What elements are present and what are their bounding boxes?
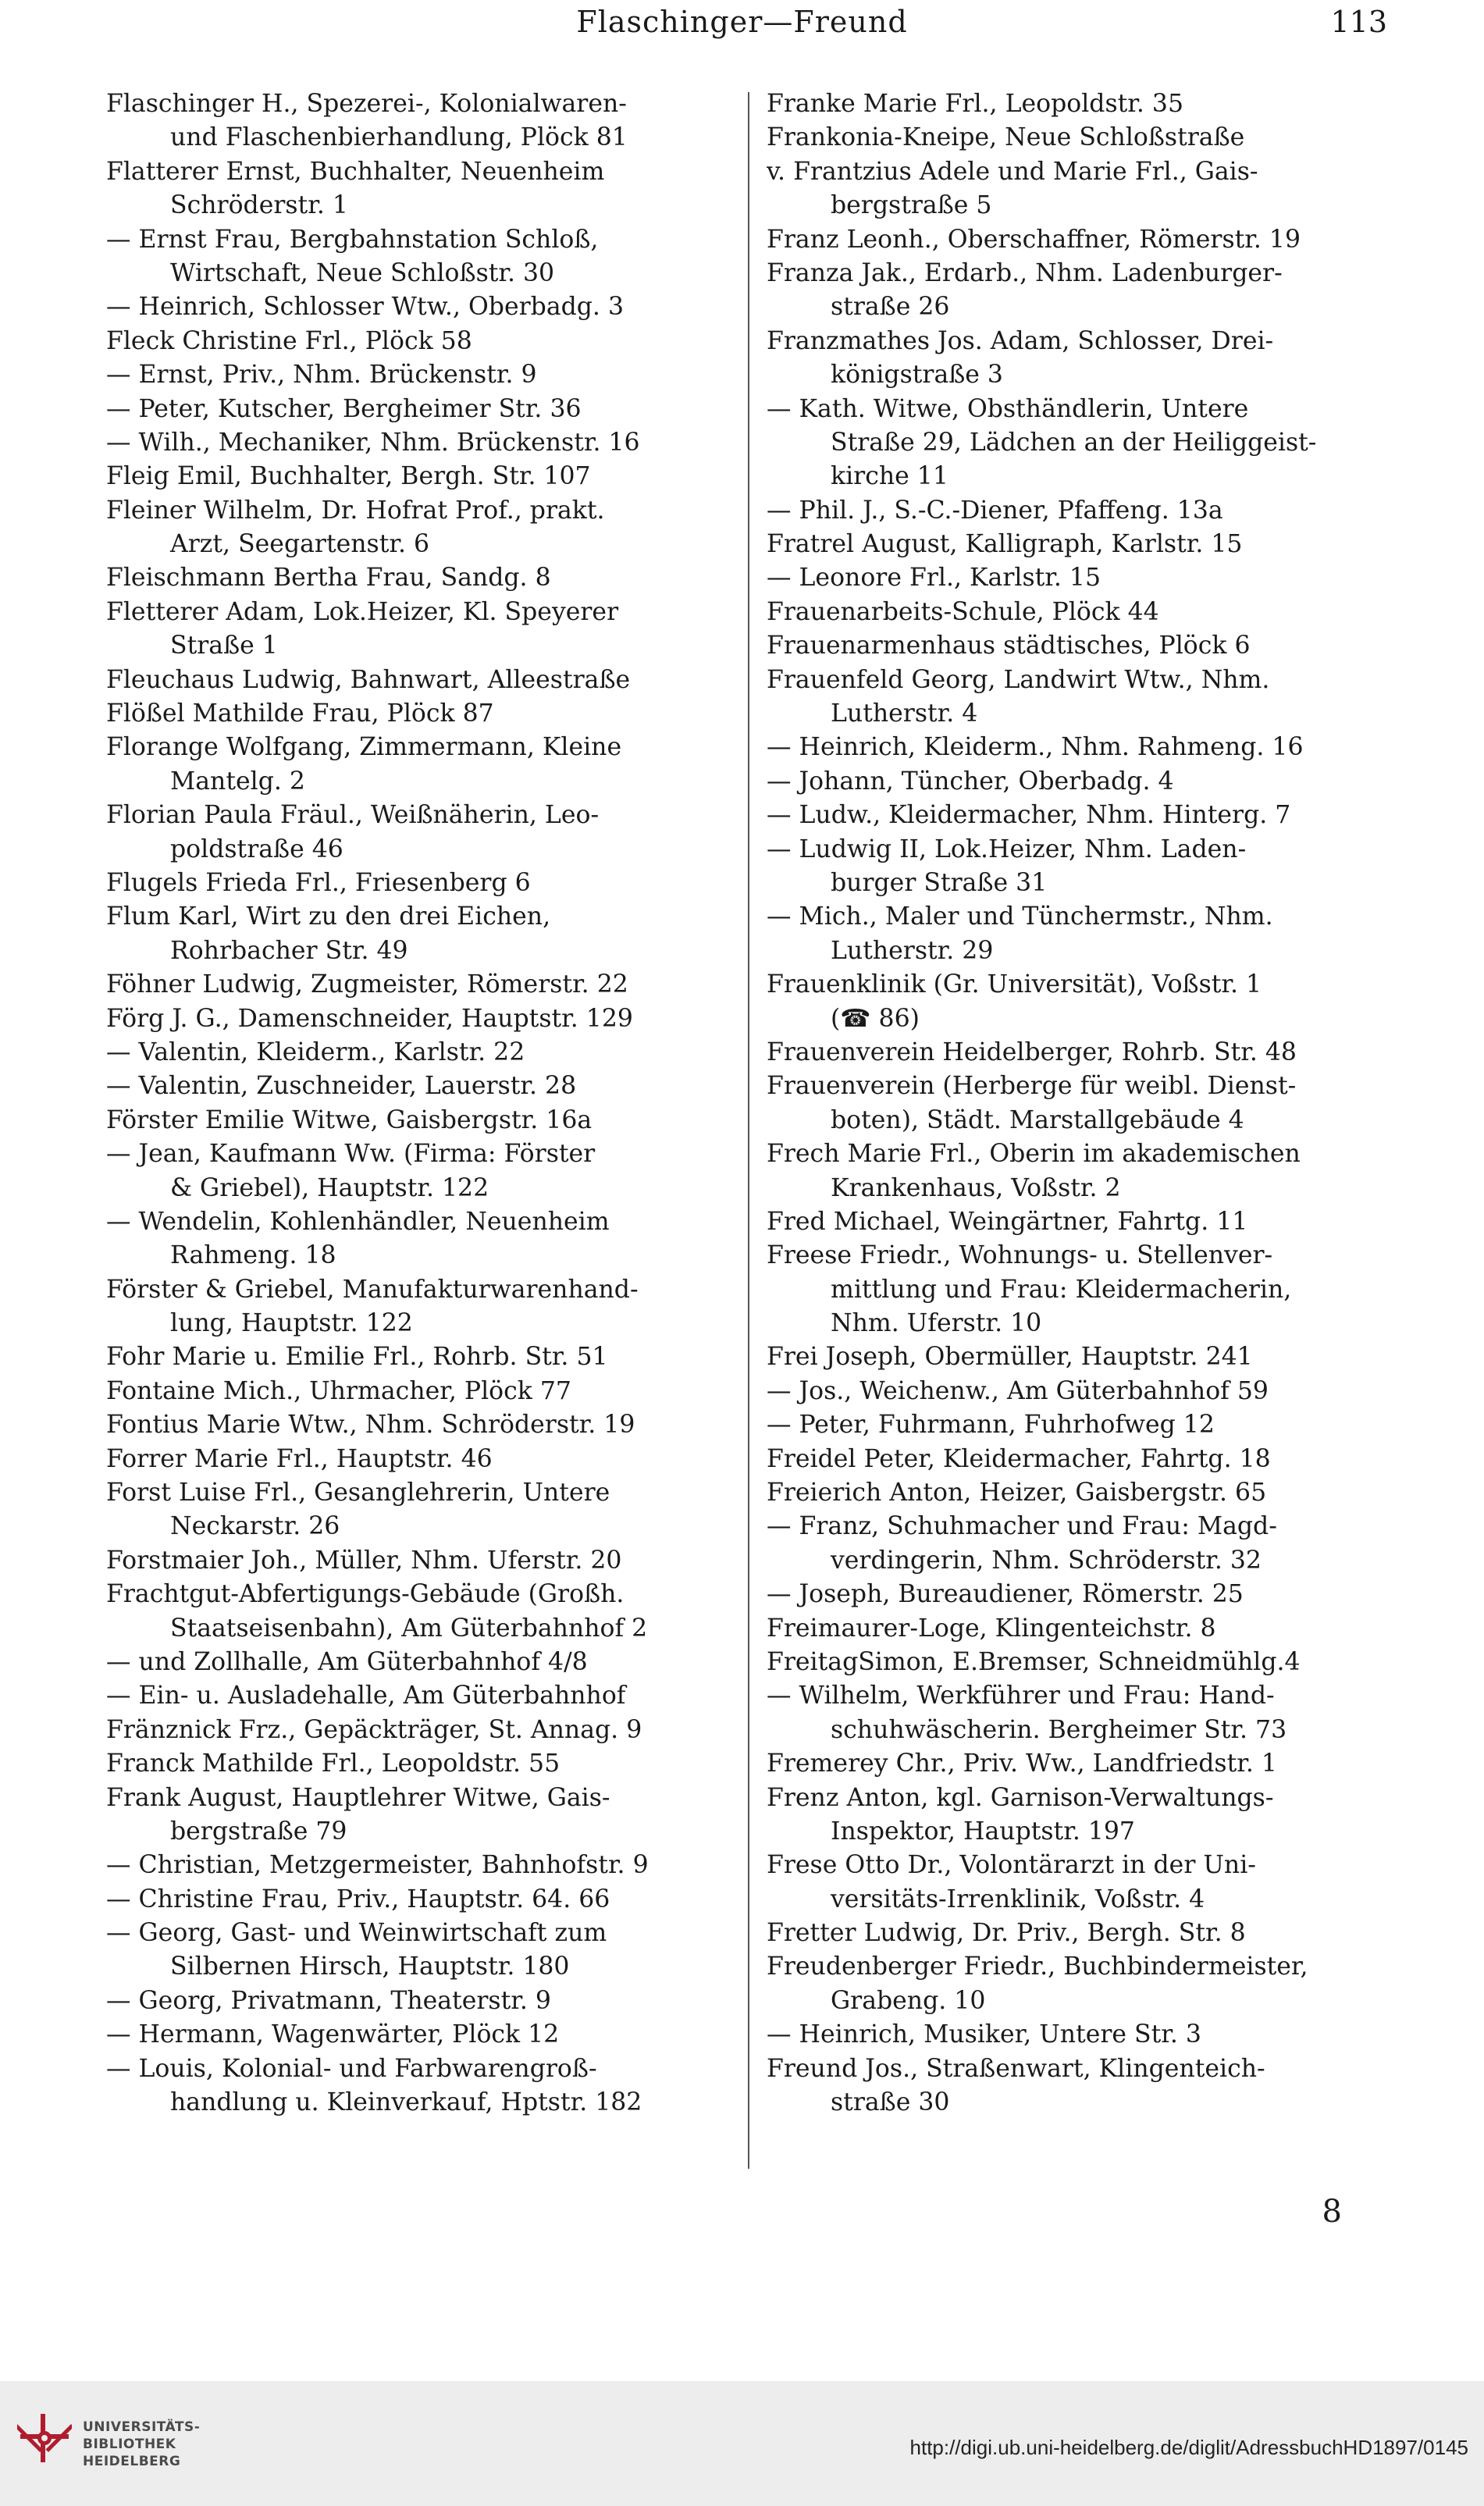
directory-entry-line: — Wilh., Mechaniker, Nhm. Brückenstr. 16: [106, 428, 640, 457]
directory-entry-line: bergstraße 79: [170, 1817, 347, 1846]
directory-entry-line: — Heinrich, Schlosser Wtw., Oberbadg. 3: [106, 293, 624, 322]
directory-entry-line: Förster & Griebel, Manufakturwarenhand-: [106, 1275, 639, 1304]
directory-entry-line: Flugels Frieda Frl., Friesenberg 6: [106, 868, 531, 897]
directory-entry-line: poldstraße 46: [170, 835, 343, 863]
directory-entry-line: Flatterer Ernst, Buchhalter, Neuenheim: [106, 157, 605, 186]
directory-entry-line: kirche 11: [831, 462, 948, 491]
directory-entry-line: — Jos., Weichenw., Am Güterbahnhof 59: [767, 1376, 1269, 1405]
directory-entry-line: Fleiner Wilhelm, Dr. Hofrat Prof., prakt.: [106, 496, 605, 525]
directory-entry-line: — Hermann, Wagenwärter, Plöck 12: [106, 2020, 560, 2049]
directory-entry-line: Franza Jak., Erdarb., Nhm. Ladenburger-: [767, 258, 1283, 287]
running-header: Flaschinger—Freund: [576, 5, 908, 39]
library-name-line: HEIDELBERG: [83, 2454, 181, 2469]
directory-entry-line: — Georg, Gast- und Weinwirtschaft zum: [106, 1919, 607, 1948]
directory-entry-line: — Peter, Kutscher, Bergheimer Str. 36: [106, 394, 582, 423]
left-column: [106, 87, 737, 2120]
directory-entry-line: Franz Leonh., Oberschaffner, Römerstr. 19: [767, 225, 1301, 254]
directory-entry-line: Frauenverein Heidelberger, Rohrb. Str. 48: [767, 1038, 1297, 1066]
directory-entry-line: Franke Marie Frl., Leopoldstr. 35: [767, 90, 1183, 118]
directory-entry-line: Fremerey Chr., Priv. Ww., Landfriedstr. 1: [767, 1750, 1277, 1778]
directory-entry-line: Mantelg. 2: [170, 767, 305, 796]
directory-entry-line: Florange Wolfgang, Zimmermann, Kleine: [106, 733, 622, 762]
directory-entry-line: Förster Emilie Witwe, Gaisbergstr. 16a: [106, 1105, 593, 1134]
directory-entry-line: — Louis, Kolonial- und Farbwarengroß-: [106, 2054, 597, 2083]
directory-entry-line: Fontius Marie Wtw., Nhm. Schröderstr. 19: [106, 1411, 635, 1440]
directory-entry-line: Frauenarbeits-Schule, Plöck 44: [767, 597, 1159, 626]
directory-entry-line: Frei Joseph, Obermüller, Hauptstr. 241: [767, 1343, 1253, 1372]
directory-entry-line: — Ein- u. Ausladehalle, Am Güterbahnhof: [106, 1682, 626, 1710]
directory-entry-line: Forstmaier Joh., Müller, Nhm. Uferstr. 20: [106, 1546, 622, 1575]
sheet-signature: 8: [1322, 2194, 1342, 2230]
directory-entry-line: Straße 29, Lädchen an der Heiliggeist-: [831, 428, 1317, 457]
directory-entry-line: mittlung und Frau: Kleidermacherin,: [831, 1275, 1292, 1304]
directory-entry-line: — Valentin, Kleiderm., Karlstr. 22: [106, 1038, 525, 1066]
directory-entry-line: Frauenarmenhaus städtisches, Plöck 6: [767, 632, 1251, 660]
page-number: 113: [1330, 5, 1387, 39]
directory-entry-line: Forst Luise Frl., Gesanglehrerin, Untere: [106, 1479, 610, 1508]
directory-entry-line: Rohrbacher Str. 49: [170, 936, 408, 965]
directory-entry-line: FreitagSimon, E.Bremser, Schneidmühlg.4: [767, 1647, 1301, 1676]
directory-entry-line: straße 26: [831, 293, 950, 322]
directory-entry-line: Fred Michael, Weingärtner, Fahrtg. 11: [767, 1207, 1248, 1236]
directory-entry-line: Frauenklinik (Gr. Universität), Voßstr. 1: [767, 970, 1262, 999]
directory-entry-line: Flößel Mathilde Frau, Plöck 87: [106, 699, 494, 728]
directory-entry-line: — Ernst Frau, Bergbahnstation Schloß,: [106, 225, 599, 254]
directory-entry-line: — Peter, Fuhrmann, Fuhrhofweg 12: [767, 1411, 1215, 1440]
directory-entry-line: Freund Jos., Straßenwart, Klingenteich-: [767, 2054, 1265, 2083]
source-url-link[interactable]: http://digi.ub.uni-heidelberg.de/diglit/AdressbuchHD1897/0145: [909, 2436, 1468, 2459]
directory-entry-line: — und Zollhalle, Am Güterbahnhof 4/8: [106, 1647, 588, 1676]
directory-entry-line: Förg J. G., Damenschneider, Hauptstr. 129: [106, 1004, 633, 1033]
directory-entry-line: Fränznick Frz., Gepäckträger, St. Annag. 9: [106, 1715, 642, 1744]
library-name-line: BIBLIOTHEK: [83, 2437, 176, 2452]
directory-entry-line: Frank August, Hauptlehrer Witwe, Gais-: [106, 1783, 610, 1812]
directory-entry-line: Franck Mathilde Frl., Leopoldstr. 55: [106, 1750, 561, 1778]
library-name: [83, 2419, 200, 2470]
directory-entry-line: — Joseph, Bureaudiener, Römerstr. 25: [767, 1580, 1244, 1609]
directory-entry-line: verdingerin, Nhm. Schröderstr. 32: [831, 1546, 1262, 1575]
directory-entry-line: Forrer Marie Frl., Hauptstr. 46: [106, 1444, 493, 1473]
directory-entry-line: — Christine Frau, Priv., Hauptstr. 64. 66: [106, 1885, 610, 1913]
directory-entry-line: — Kath. Witwe, Obsthändlerin, Untere: [767, 394, 1249, 423]
directory-entry-line: Frauenfeld Georg, Landwirt Wtw., Nhm.: [767, 665, 1270, 694]
directory-entry-line: Florian Paula Fräul., Weißnäherin, Leo-: [106, 801, 600, 830]
directory-entry-line: Freimaurer-Loge, Klingenteichstr. 8: [767, 1614, 1216, 1643]
directory-entry-line: — Phil. J., S.-C.-Diener, Pfaffeng. 13a: [767, 496, 1223, 525]
directory-entry-line: Lutherstr. 4: [831, 699, 978, 728]
directory-entry-line: Rahmeng. 18: [170, 1241, 336, 1270]
directory-entry-line: Staatseisenbahn), Am Güterbahnhof 2: [170, 1614, 648, 1643]
directory-entry-line: Frachtgut-Abfertigungs-Gebäude (Großh.: [106, 1580, 625, 1609]
directory-entry-line: Fletterer Adam, Lok.Heizer, Kl. Speyerer: [106, 597, 619, 626]
directory-entry-line: — Valentin, Zuschneider, Lauerstr. 28: [106, 1072, 577, 1101]
directory-entry-line: versitäts-Irrenklinik, Voßstr. 4: [831, 1885, 1205, 1913]
directory-entry-line: — Christian, Metzgermeister, Bahnhofstr. 9: [106, 1851, 649, 1880]
library-name-line: UNIVERSITÄTS-: [83, 2419, 201, 2435]
directory-entry-line: Straße 1: [170, 632, 278, 660]
directory-entry-line: Grabeng. 10: [831, 1986, 986, 2015]
directory-entry-line: Inspektor, Hauptstr. 197: [831, 1817, 1135, 1846]
directory-entry-line: — Jean, Kaufmann Ww. (Firma: Förster: [106, 1140, 596, 1169]
directory-entry-line: Nhm. Uferstr. 10: [831, 1309, 1042, 1338]
directory-entry-line: — Heinrich, Kleiderm., Nhm. Rahmeng. 16: [767, 733, 1304, 762]
directory-entry-line: Föhner Ludwig, Zugmeister, Römerstr. 22: [106, 970, 628, 999]
directory-entry-line: — Ludwig II, Lok.Heizer, Nhm. Laden-: [767, 835, 1247, 863]
directory-entry-line: bergstraße 5: [831, 191, 992, 220]
directory-entry-line: — Wilhelm, Werkführer und Frau: Hand-: [767, 1682, 1275, 1710]
directory-entry-line: burger Straße 31: [831, 868, 1048, 897]
directory-entry-line: — Ludw., Kleidermacher, Nhm. Hinterg. 7: [767, 801, 1291, 830]
directory-entry-line: — Johann, Tüncher, Oberbadg. 4: [767, 767, 1174, 796]
directory-entry-line: Frese Otto Dr., Volontärarzt in der Uni-: [767, 1851, 1256, 1880]
directory-entry-line: Flum Karl, Wirt zu den drei Eichen,: [106, 902, 551, 931]
directory-entry-line: lung, Hauptstr. 122: [170, 1309, 413, 1338]
directory-entry-line: Fontaine Mich., Uhrmacher, Plöck 77: [106, 1376, 571, 1405]
directory-entry-line: Arzt, Seegartenstr. 6: [170, 530, 430, 559]
directory-entry-line: Freidel Peter, Kleidermacher, Fahrtg. 18: [767, 1444, 1271, 1473]
directory-entry-line: — Wendelin, Kohlenhändler, Neuenheim: [106, 1207, 610, 1236]
directory-entry-line: (☎ 86): [831, 1004, 920, 1033]
directory-entry-line: Flaschinger H., Spezerei-, Kolonialwaren-: [106, 90, 627, 118]
directory-entry-line: Freudenberger Friedr., Buchbindermeister,: [767, 1952, 1308, 1981]
column-divider: [748, 92, 749, 2169]
directory-entry-line: Schröderstr. 1: [170, 191, 348, 220]
directory-entry-line: Fleuchaus Ludwig, Bahnwart, Alleestraße: [106, 665, 631, 694]
university-library-logo-icon: [17, 2411, 72, 2465]
directory-entry-line: Frenz Anton, kgl. Garnison-Verwaltungs-: [767, 1783, 1274, 1812]
directory-entry-line: Neckarstr. 26: [170, 1512, 340, 1541]
directory-entry-line: — Mich., Maler und Tünchermstr., Nhm.: [767, 902, 1273, 931]
directory-entry-line: — Heinrich, Musiker, Untere Str. 3: [767, 2020, 1201, 2049]
directory-entry-line: straße 30: [831, 2088, 950, 2117]
directory-entry-line: — Georg, Privatmann, Theaterstr. 9: [106, 1986, 551, 2015]
directory-entry-line: Krankenhaus, Voßstr. 2: [831, 1173, 1121, 1202]
directory-entry-line: Lutherstr. 29: [831, 936, 994, 965]
directory-entry-line: Fratrel August, Kalligraph, Karlstr. 15: [767, 530, 1243, 559]
directory-entry-line: Fleck Christine Frl., Plöck 58: [106, 326, 472, 355]
directory-entry-line: handlung u. Kleinverkauf, Hptstr. 182: [170, 2088, 642, 2117]
directory-entry-line: — Ernst, Priv., Nhm. Brückenstr. 9: [106, 361, 537, 390]
directory-entry-line: v. Frantzius Adele und Marie Frl., Gais-: [767, 157, 1258, 186]
directory-entry-line: Freierich Anton, Heizer, Gaisbergstr. 65: [767, 1479, 1267, 1508]
directory-entry-line: Fohr Marie u. Emilie Frl., Rohrb. Str. 51: [106, 1343, 608, 1372]
directory-entry-line: Fleig Emil, Buchhalter, Bergh. Str. 107: [106, 462, 591, 491]
directory-entry-line: und Flaschenbierhandlung, Plöck 81: [170, 123, 628, 152]
directory-entry-line: königstraße 3: [831, 361, 1003, 390]
directory-entry-line: Franzmathes Jos. Adam, Schlosser, Drei-: [767, 326, 1274, 355]
directory-entry-line: Fretter Ludwig, Dr. Priv., Bergh. Str. 8: [767, 1919, 1246, 1948]
directory-entry-line: Fleischmann Bertha Frau, Sandg. 8: [106, 564, 551, 593]
directory-entry-line: & Griebel), Hauptstr. 122: [170, 1173, 489, 1202]
directory-entry-line: Frauenverein (Herberge für weibl. Dienst-: [767, 1072, 1297, 1101]
directory-entry-line: Frankonia-Kneipe, Neue Schloßstraße: [767, 123, 1245, 152]
right-column: [767, 87, 1383, 2120]
directory-entry-line: Wirtschaft, Neue Schloßstr. 30: [170, 258, 555, 287]
directory-entry-line: — Franz, Schuhmacher und Frau: Magd-: [767, 1512, 1277, 1541]
directory-entry-line: Freese Friedr., Wohnungs- u. Stellenver-: [767, 1241, 1273, 1270]
directory-entry-line: Silbernen Hirsch, Hauptstr. 180: [170, 1952, 570, 1981]
directory-entry-line: schuhwäscherin. Bergheimer Str. 73: [831, 1715, 1287, 1744]
footer-bar: [0, 2381, 1484, 2506]
directory-entry-line: Frech Marie Frl., Oberin im akademischen: [767, 1140, 1301, 1169]
directory-entry-line: — Leonore Frl., Karlstr. 15: [767, 564, 1101, 593]
directory-entry-line: boten), Städt. Marstallgebäude 4: [831, 1105, 1244, 1134]
